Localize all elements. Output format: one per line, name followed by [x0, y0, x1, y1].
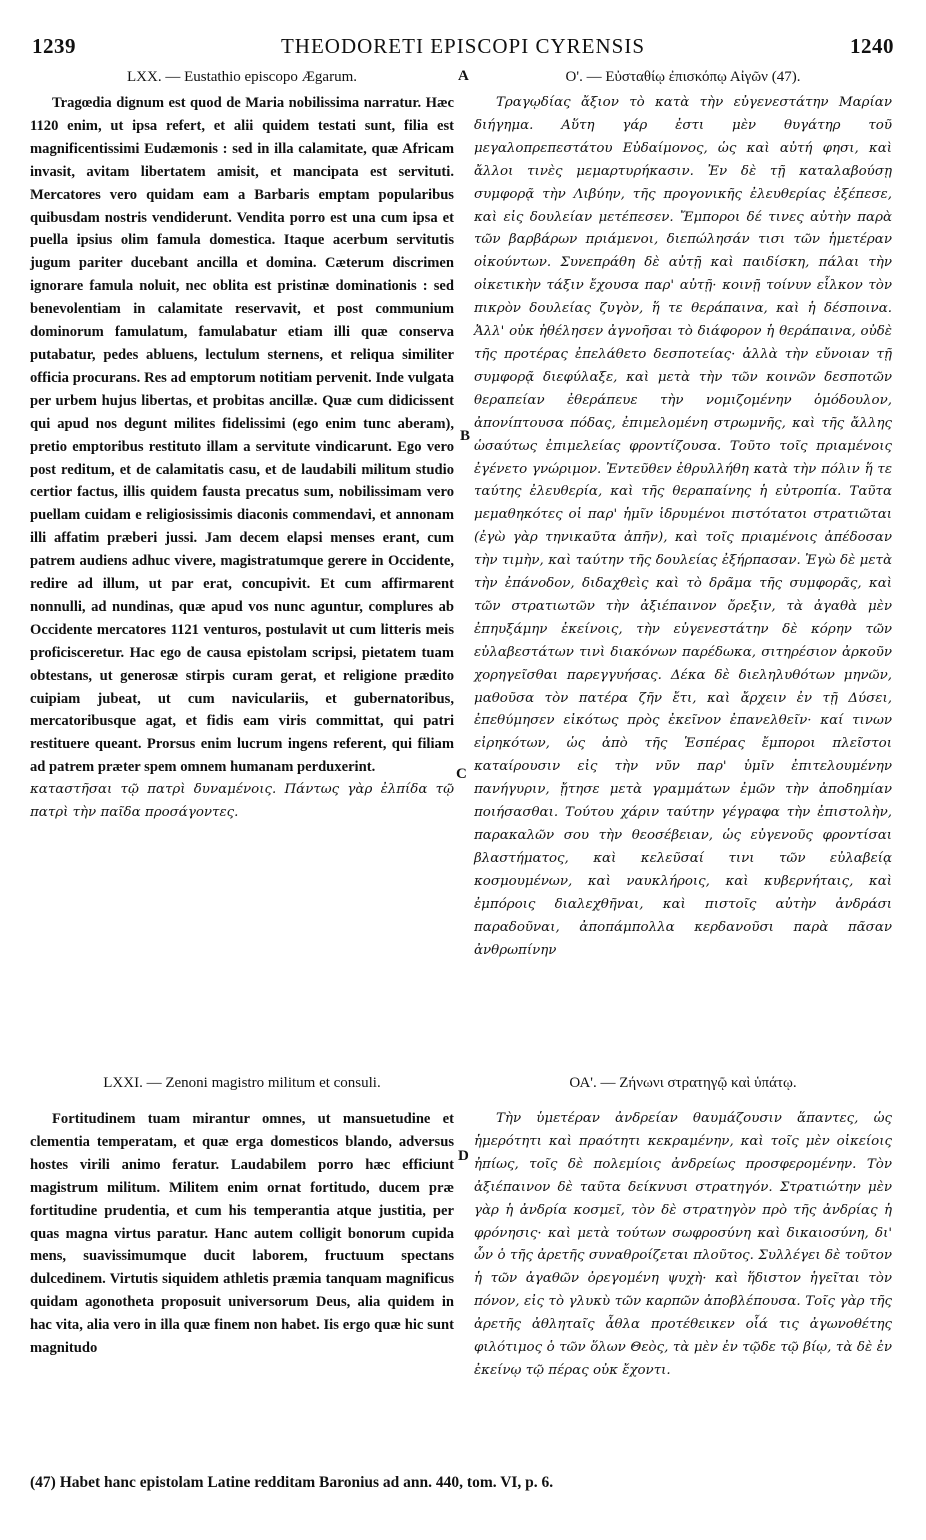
running-title: THEODORETI EPISCOPI CYRENSIS: [280, 34, 646, 58]
letter-70-latin: [30, 66, 454, 825]
page-number-left: 1239: [32, 34, 76, 58]
letter-71-latin-text: Fortitudinem tuam mirantur omnes, ut mansuetudine et clementia temperatam, et quæ erga domesticos blando, adversus hostes virili animo feratur. Laudabilem porro hæc efficiunt magistrum militum. Militem enim ornat fortitudo, ducem præ fortitudine prudentia, et cum his temperantia atque justitia, per quas magna virtus paratur. Hanc autem colligit bonorum cupida mens, suavissimumque ducit laborem, fructuum spectans dulcedinem. Virtutis siquidem athletis præmia tanquam magnificus quidam agonotheta proposuit universorum Deus, alia quidem in hac vita, alia vero in illa quæ finem non habet. Iis ergo quæ hic sunt magnitudo: [30, 1111, 454, 1357]
letter-70-latin-greek-tail: καταστῆσαι τῷ πατρὶ δυναμένοις. Πάντως γὰρ ἐλπίδα τῷ πατρὶ τὴν παῖδα προσάγοντες.: [30, 782, 454, 821]
running-head: [32, 34, 894, 62]
letter-71-latin-heading: LXXI. — Zenoni magistro militum et consuli.: [103, 1075, 381, 1091]
letter-71-latin: [30, 1072, 454, 1360]
page-number-right: 1240: [850, 34, 894, 58]
letter-70-latin-heading: LXX. — Eustathio episcopo Ægarum.: [127, 69, 357, 85]
margin-marker-a: A: [458, 68, 469, 84]
letter-70-latin-text: Tragœdia dignum est quod de Maria nobilissima narratur. Hæc 1120 enim, ut ipsa refert, et alii quidem testati sunt, filia est magnificentissimi Eudæmonis : sed in illa calamitate, quæ Africam invasit, avitam libertatem amisit, et mancipata est servituti. Mercatores vero quidam eam a Barbaris emptam popularibus quibusdam nostris vendiderunt. Vendita porro est una cum ipsa et puella ipsius olim famula domestica. Itaque acerbum servitutis jugum pariter ducebant ancilla et domina. Cæterum discrimen ignorare famula noluit, nec oblita est pristinæ dominationis : sed benevolentiam in calamitate reservavit, et post communium dominorum famulatum, famulabatur etiam illi quæ conserva putabatur, pedes abluens, lectulum sternens, et reliqua similiter officia procurans. Res ad emptorum notitiam pervenit. Inde vulgata per urbem hujus libertas, et probitas ancillæ. Quæ cum didicissent qui apud nos degunt milites fidelissimi (ego enim tunc aberam), pretio emptoribus restituto illam a servitute vindicarunt. Ego vero post reditum, et de calamitatis casu, et de laudabili militum studio certior factus, illis quidem fausta precatus sum, nobilissimam vero puellam cuidam e religiosissimis diaconis commendavi, et annonam illi affatim præberi jussi. Jam decem elapsi menses erant, cum patrem audiens adhuc vivere, magistratumque gerere in Occidente, redire ad illum, ut par erat, concupivit. Et cum affirmarent nonnulli, ad nundinas, quæ apud vos nunc aguntur, complures ab Occidente mercatores 1121 venturos, postulavit ut cum litteris meis proficisceretur. Hac ego de causa epistolam scripsi, pietatem tuam obtestans, ut generosæ stirpis curam gerat, et religione prædito cuipiam jubeat, ut cum naviculariis, et gubernatoribus, mercatoribusque agat, et fidis eam viris committat, qui patri restituere queant. Prorsus enim lucrum ingens referent, qui filiam ad patrem præter spem omnem humanam perduxerint.: [30, 95, 454, 776]
footnote: (47) Habet hanc epistolam Latine redditam Baronius ad ann. 440, tom. VI, p. 6.: [30, 1474, 554, 1491]
margin-marker-c: C: [456, 766, 467, 782]
margin-marker-b: B: [460, 428, 471, 444]
letter-70-greek-text: Τραγῳδίας ἄξιον τὸ κατὰ τὴν εὐγενεστάτην Μαρίαν διήγημα. Αὕτη γάρ ἐστι μὲν θυγάτηρ τοῦ μεγαλοπρεπεστάτου Εὐδαίμονος, ὡς καὶ αὐτή φησι, καὶ ἄλλοι τινὲς μεμαρτυρήκασιν. Ἐν δὲ τῇ καταλαβούσῃ συμφορᾷ τὴν Λιβύην, τῆς προγονικῆς ἐλευθερίας ἐξέπεσε, καὶ εἰς δουλείαν μετέπεσεν. Ἔμποροι δέ τινες αὐτὴν παρὰ τῶν βαρβάρων πριάμενοι, διεπώλησάν τισι τῶν ἡμετέραν οἰκούντων. Συνεπράθη δὲ αὐτῇ καὶ παιδίσκη, πάλαι τὴν οἰκετικὴν τάξιν ἔχουσα παρ' αὐτῇ· κοινῇ τοίνυν εἷλκον τὸν πικρὸν δουλείας ζυγὸν, ἥ τε θεράπαινα, καὶ ἡ δέσποινα. Ἀλλ' οὐκ ἠθέλησεν ἀγνοῆσαι τὸ διάφορον ἡ θεράπαινα, οὐδὲ τῆς προτέρας ἐπελάθετο δεσποτείας· ἀλλὰ τὴν εὔνοιαν τῇ συμφορᾷ διεφύλαξε, καὶ μετὰ τὴν τῶν κοινῶν δεσποτῶν θεραπείαν ἐθεράπευε τὴν νομιζομένην ὁμόδουλον, ἀπονίπτουσα πόδας, ἐπιμελομένη στρωμνῆς, καὶ τῆς ἄλλης ὡσαύτως ἐπιμελείας φροντίζουσα. Τοῦτο τοῖς πριαμένοις ἐγένετο γνώριμον. Ἐντεῦθεν ἐθρυλλήθη κατὰ τὴν πόλιν ἥ τε ταύτης ἐλευθερία, καὶ τῆς θεραπαίνης ἡ εὐτροπία. Ταῦτα μεμαθηκότες οἱ παρ' ἡμῖν ἱδρυμένοι πιστότατοι στρατιῶται (ἐγὼ γὰρ τηνικαῦτα ἀπῆν), καὶ τοῖς πριαμένοις ἀπέδοσαν τὴν τιμὴν, καὶ ταύτην τῆς δουλείας ἐξήρπασαν. Ἐγὼ δὲ μετὰ τὴν ἐπάνοδον, διδαχθεὶς καὶ τὸ δρᾶμα τῆς συμφορᾶς, καὶ τῶν στρατιωτῶν τὴν ἀξιέπαινον ὄρεξιν, τὰ ἀγαθὰ μὲν ἐπηυξάμην ἐκείνοις, τὴν εὐγενεστάτην δὲ κόρην τῶν εὐλαβεστάτων τινὶ διακόνων παρέδωκα, σιτηρέσιον ἀρκοῦν χορηγεῖσθαι παρεγγυήσας. Δέκα δὲ διεληλυθότων μηνῶν, μαθοῦσα τὸν πατέρα ζῆν ἔτι, καὶ ἄρχειν ἐν τῇ Δύσει, ἐπεθύμησεν εἰκότως πρὸς ἐκεῖνον ἐπανελθεῖν· καί τινων εἰρηκότων, ὡς ἀπὸ τῆς Ἑσπέρας ἔμποροι πλεῖστοι καταίρουσιν εἰς τὴν νῦν παρ' ὑμῖν ἐπιτελουμένην πανήγυριν, ᾔτησε μετὰ γραμμάτων ἐμῶν τὴν ἀποδημίαν ποιήσασθαι. Τούτου χάριν ταύτην γέγραφα τὴν ἐπιστολὴν, παρακαλῶν σου τὴν θεοσέβειαν, ὡς εὐγενοῦς φροντίσαι βλαστήματος, καὶ κελεῦσαί τινι τῶν εὐλαβείᾳ κοσμουμένων, καὶ ναυκλήροις, καὶ κυβερνήταις, καὶ ἐμπόροις διαλεχθῆναι, καὶ πιστοῖς αὐτὴν ἀνδράσι παραδοῦναι, ἀποπάμπολλα κερδανοῦσι παρὰ πᾶσαν ἀνθρωπίνην: [474, 95, 892, 958]
letter-71-greek-text: Τὴν ὑμετέραν ἀνδρείαν θαυμάζουσιν ἅπαντες, ὡς ἡμερότητι καὶ πραότητι κεκραμένην, καὶ τοῖς μὲν οἰκείοις ἠπίως, τοῖς δὲ πολεμίοις ἀνδρείως προσφερομένην. Τὸν ἀξιέπαινον δὲ ταῦτα δείκνυσι στρατηγόν. Στρατιώτην μὲν γὰρ ἡ ἀνδρία κοσμεῖ, τὸν δὲ στρατηγὸν πρὸ τῆς ἀνδρίας ἡ φρόνησις· καὶ μετὰ τούτων σωφροσύνη καὶ δικαιοσύνη, δι' ὧν ὁ τῆς ἀρετῆς συναθροίζεται πλοῦτος. Συλλέγει δὲ τοῦτον ἡ τῶν ἀγαθῶν ὀρεγομένη ψυχὴ· καὶ ἥδιστον ἡγεῖται τὸν πόνον, εἰς τὸ γλυκὺ τῶν καρπῶν ἀποβλέπουσα. Τοῖς γὰρ τῆς ἀρετῆς ἀθληταῖς ἆθλα προτέθεικεν οἷά τις ἀγωνοθέτης φιλότιμος ὁ τῶν ὅλων Θεὸς, τὰ μὲν ἐν τῷδε τῷ βίῳ, τὰ δὲ ἐν ἐκείνῳ τῷ πέρας οὐκ ἔχοντι.: [474, 1111, 892, 1378]
letter-70-greek-heading: O'. — Εὐσταθίῳ ἐπισκόπῳ Αἰγῶν (47).: [565, 69, 801, 85]
letter-71-greek-heading: ΟΑ'. — Ζήνωνι στρατηγῷ καὶ ὑπάτῳ.: [569, 1075, 797, 1091]
margin-marker-d: D: [458, 1148, 469, 1164]
letter-71-greek: [474, 1072, 892, 1383]
letter-70-greek: [474, 66, 892, 962]
